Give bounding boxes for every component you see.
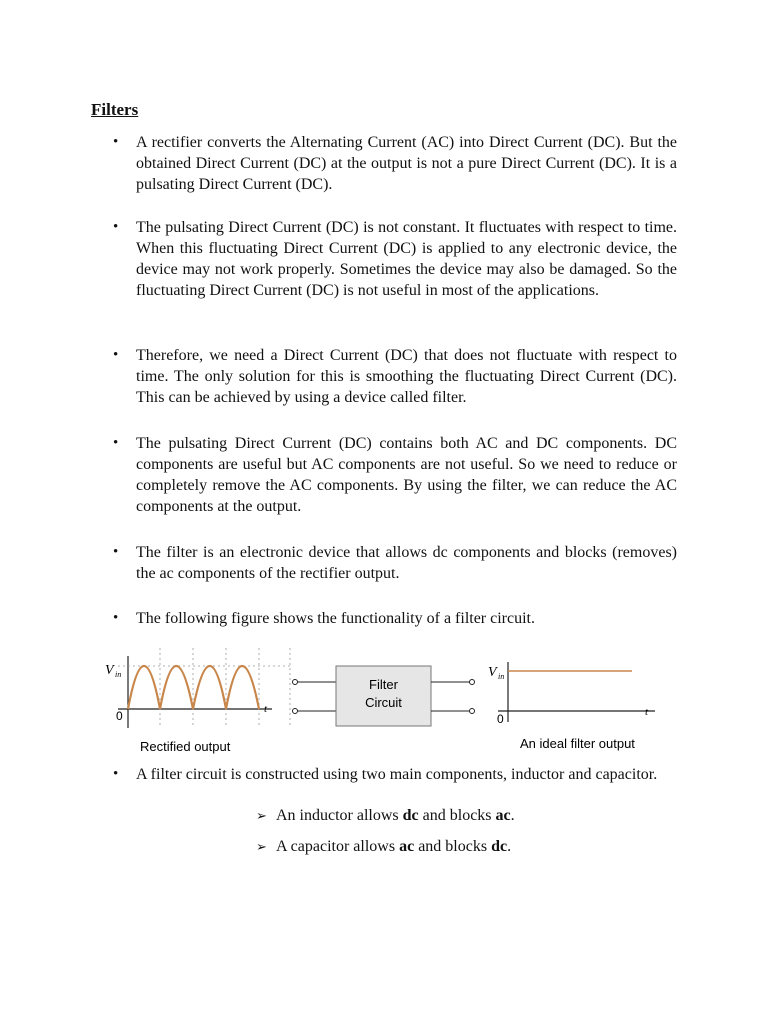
bullet-figure-intro: • The following figure shows the functionality of a filter circuit. (136, 608, 677, 629)
ideal-t-label: t (645, 706, 649, 718)
sub-item-capacitor: ➢ A capacitor allows ac and blocks dc. (256, 836, 511, 858)
arrow-bullet-icon: ➢ (256, 809, 267, 824)
rect-caption: Rectified output (140, 739, 231, 754)
sub-item-inductor: ➢ An inductor allows dc and blocks ac. (256, 805, 515, 827)
terminal-out-bottom (470, 709, 475, 714)
page-heading: Filters (91, 100, 139, 119)
rect-origin-label: 0 (116, 709, 123, 723)
rect-t-label: t (264, 703, 268, 715)
ideal-origin-label: 0 (497, 712, 504, 726)
ideal-graph (488, 662, 655, 751)
terminal-out-top (470, 680, 475, 685)
filter-block (293, 666, 475, 726)
filter-box-line2: Circuit (365, 695, 402, 710)
bullet-components: • A filter circuit is constructed using two main components, inductor and capacitor. (136, 764, 677, 785)
rectified-waveform (128, 666, 259, 709)
arrow-bullet-icon: ➢ (256, 840, 267, 855)
bullet-pulsating-dc: • The pulsating Direct Current (DC) is not constant. It fluctuates with respect to time. When this fluctuating Direct Current (DC) is applied to any electronic device, the device may not work properly. Sometimes the device may also be damaged. So the fluctuating Direct Current (DC) is not useful in most of the applications. (136, 217, 677, 301)
rectified-graph (105, 648, 290, 754)
bullet-filter-definition: • The filter is an electronic device that allows dc components and blocks (removes) the ac components of the rectifier output. (136, 542, 677, 584)
bullet-ac-dc-components: • The pulsating Direct Current (DC) contains both AC and DC components. DC components are useful but AC components are not useful. So we need to reduce or completely remove the AC components. By using the filter, we can reduce the AC components at the output. (136, 433, 677, 517)
ideal-caption: An ideal filter output (520, 736, 635, 751)
filter-box-line1: Filter (369, 677, 398, 692)
filter-figure (100, 640, 660, 760)
ideal-y-label: V (488, 665, 497, 680)
rect-y-sub: in (115, 670, 122, 679)
filter-figure-svg (100, 640, 660, 760)
ideal-y-sub: in (498, 672, 505, 681)
terminal-in-bottom (293, 709, 298, 714)
bullet-rectifier: • A rectifier converts the Alternating Current (AC) into Direct Current (DC). But the obtained Direct Current (DC) at the output is not a pure Direct Current (DC). It is a pulsating Direct Current (DC). (136, 132, 677, 195)
terminal-in-top (293, 680, 298, 685)
rect-y-label: V (105, 663, 114, 678)
bullet-need-smoothing: • Therefore, we need a Direct Current (DC) that does not fluctuate with respect to time. The only solution for this is smoothing the fluctuating Direct Current (DC). This can be achieved by using a device called filter. (136, 345, 677, 408)
